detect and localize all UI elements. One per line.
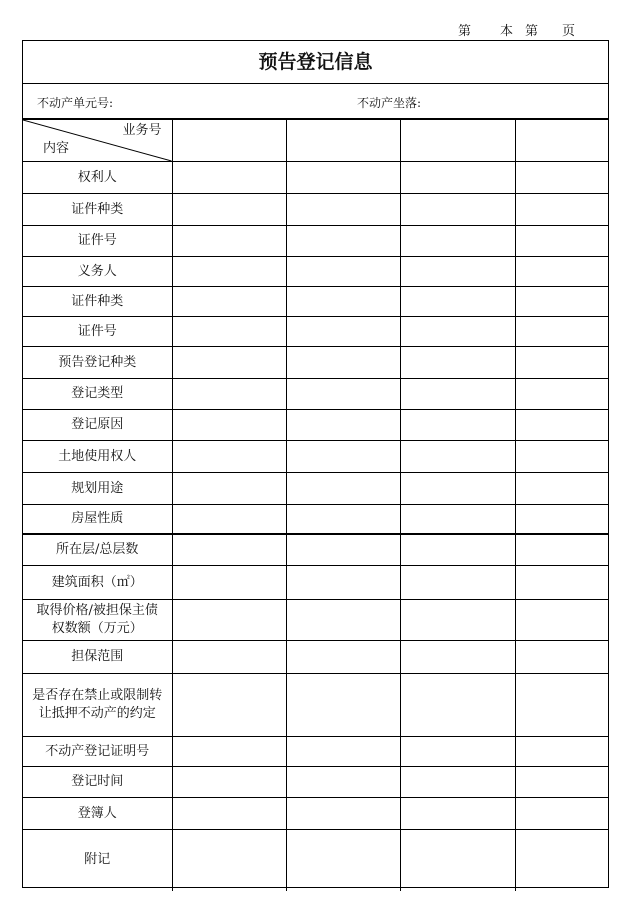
row-label: 不动产登记证明号 [23,737,172,767]
table-cell[interactable] [172,317,286,347]
table-cell[interactable] [286,830,400,891]
table-cell[interactable] [286,317,400,347]
row-label: 规划用途 [23,473,172,505]
table-row [23,226,608,257]
row-label-text: 取得价格/被担保主债权数额（万元） [36,603,158,636]
form-title: 预告登记信息 [23,41,608,84]
table-row [23,162,608,194]
corner-header-cell [23,120,172,162]
row-label: 登记时间 [23,767,172,798]
unit-number-label: 不动产单元号: [37,96,114,110]
table-row [23,505,608,534]
business-number-cell[interactable] [286,120,400,162]
table-cell[interactable] [172,194,286,226]
table-row [23,600,608,641]
table-cell[interactable] [172,162,286,194]
table-row [23,830,608,891]
table-cell[interactable] [515,767,608,798]
table-cell[interactable] [172,767,286,798]
table-row [23,534,608,566]
table-cell[interactable] [515,317,608,347]
table-cell[interactable] [400,257,515,287]
row-label: 房屋性质 [23,505,172,534]
table-cell[interactable] [286,257,400,287]
table-cell[interactable] [400,347,515,379]
row-label: 证件号 [23,226,172,257]
table-row [23,798,608,830]
table-cell[interactable] [172,830,286,891]
table-row [23,379,608,410]
table-cell[interactable] [400,379,515,410]
table-cell[interactable] [400,566,515,600]
table-cell[interactable] [172,505,286,534]
table-row [23,674,608,737]
meta-row [23,84,608,119]
table-cell[interactable] [286,410,400,441]
row-label: 证件种类 [23,287,172,317]
table-cell[interactable] [172,534,286,566]
table-cell[interactable] [172,674,286,737]
table-cell[interactable] [172,347,286,379]
row-label: 登簿人 [23,798,172,830]
table-cell[interactable] [515,287,608,317]
table-row [23,287,608,317]
table-cell[interactable] [515,566,608,600]
table-cell[interactable] [400,767,515,798]
table-row [23,257,608,287]
table-cell[interactable] [286,641,400,674]
row-label: 证件号 [23,317,172,347]
table-cell[interactable] [172,641,286,674]
row-label: 所在层/总层数 [23,534,172,566]
table-cell[interactable] [286,674,400,737]
page-header [0,20,630,38]
table-cell[interactable] [172,566,286,600]
row-label: 附记 [23,830,172,891]
location-label: 不动产坐落: [357,96,422,110]
table-cell[interactable] [286,287,400,317]
table-cell[interactable] [172,410,286,441]
table-cell[interactable] [400,287,515,317]
table-cell[interactable] [400,194,515,226]
table-row [23,641,608,674]
table-cell[interactable] [400,641,515,674]
table-cell[interactable] [400,534,515,566]
table-cell[interactable] [400,226,515,257]
table-cell[interactable] [172,798,286,830]
table-cell[interactable] [515,347,608,379]
table-row [23,347,608,379]
volume-label-suffix: 本 [500,24,514,39]
table-cell[interactable] [400,410,515,441]
row-label: 土地使用权人 [23,441,172,473]
table-cell[interactable] [172,441,286,473]
table-cell[interactable] [515,737,608,767]
table-cell[interactable] [400,317,515,347]
row-label: 登记类型 [23,379,172,410]
business-number-cell[interactable] [515,120,608,162]
table-cell[interactable] [286,441,400,473]
table-cell[interactable] [286,226,400,257]
table-cell[interactable] [286,600,400,641]
table-cell[interactable] [515,194,608,226]
table-cell[interactable] [172,379,286,410]
row-label: 义务人 [23,257,172,287]
table-header-row [23,120,608,162]
table-cell[interactable] [172,226,286,257]
table-cell[interactable] [400,505,515,534]
table-cell[interactable] [515,441,608,473]
table-cell[interactable] [400,674,515,737]
table-cell[interactable] [515,600,608,641]
info-table [23,119,608,891]
table-cell[interactable] [286,798,400,830]
table-cell[interactable] [286,534,400,566]
table-row [23,441,608,473]
table-cell[interactable] [172,287,286,317]
row-label: 预告登记种类 [23,347,172,379]
table-cell[interactable] [515,674,608,737]
table-cell[interactable] [400,737,515,767]
table-cell[interactable] [400,473,515,505]
page-label-prefix: 第 [525,24,539,39]
table-row [23,473,608,505]
table-cell[interactable] [172,600,286,641]
table-cell[interactable] [286,347,400,379]
table-cell[interactable] [515,410,608,441]
table-cell[interactable] [286,505,400,534]
table-cell[interactable] [515,226,608,257]
business-number-cell[interactable] [172,120,286,162]
registration-form [22,40,609,888]
table-cell[interactable] [172,257,286,287]
volume-label-prefix: 第 [458,24,472,39]
table-cell[interactable] [515,505,608,534]
table-cell[interactable] [400,798,515,830]
business-number-label: 业务号 [122,123,162,138]
table-cell[interactable] [400,600,515,641]
table-cell[interactable] [400,441,515,473]
table-cell[interactable] [515,798,608,830]
row-label-text: 是否存在禁止或限制转让抵押不动产的约定 [32,688,163,721]
table-row [23,767,608,798]
table-cell[interactable] [286,767,400,798]
table-cell[interactable] [400,830,515,891]
table-cell[interactable] [172,737,286,767]
table-cell[interactable] [515,379,608,410]
row-label: 登记原因 [23,410,172,441]
content-label: 内容 [43,141,70,156]
table-row [23,410,608,441]
table-cell[interactable] [286,379,400,410]
page-label-suffix: 页 [562,24,576,39]
table-row [23,194,608,226]
table-row [23,566,608,600]
table-cell[interactable] [515,830,608,891]
table-row [23,737,608,767]
table-cell[interactable] [286,473,400,505]
table-cell[interactable] [515,162,608,194]
business-number-cell[interactable] [400,120,515,162]
row-label: 担保范围 [23,641,172,674]
table-cell[interactable] [515,473,608,505]
table-cell[interactable] [515,257,608,287]
row-label: 建筑面积（㎡） [23,566,172,600]
row-label: 权利人 [23,162,172,194]
table-cell[interactable] [400,162,515,194]
table-cell[interactable] [172,473,286,505]
row-label [23,674,172,737]
table-cell[interactable] [286,737,400,767]
table-cell[interactable] [286,194,400,226]
row-label [23,600,172,641]
table-cell[interactable] [286,566,400,600]
table-cell[interactable] [515,641,608,674]
table-cell[interactable] [515,534,608,566]
table-cell[interactable] [286,162,400,194]
row-label: 证件种类 [23,194,172,226]
table-row [23,317,608,347]
